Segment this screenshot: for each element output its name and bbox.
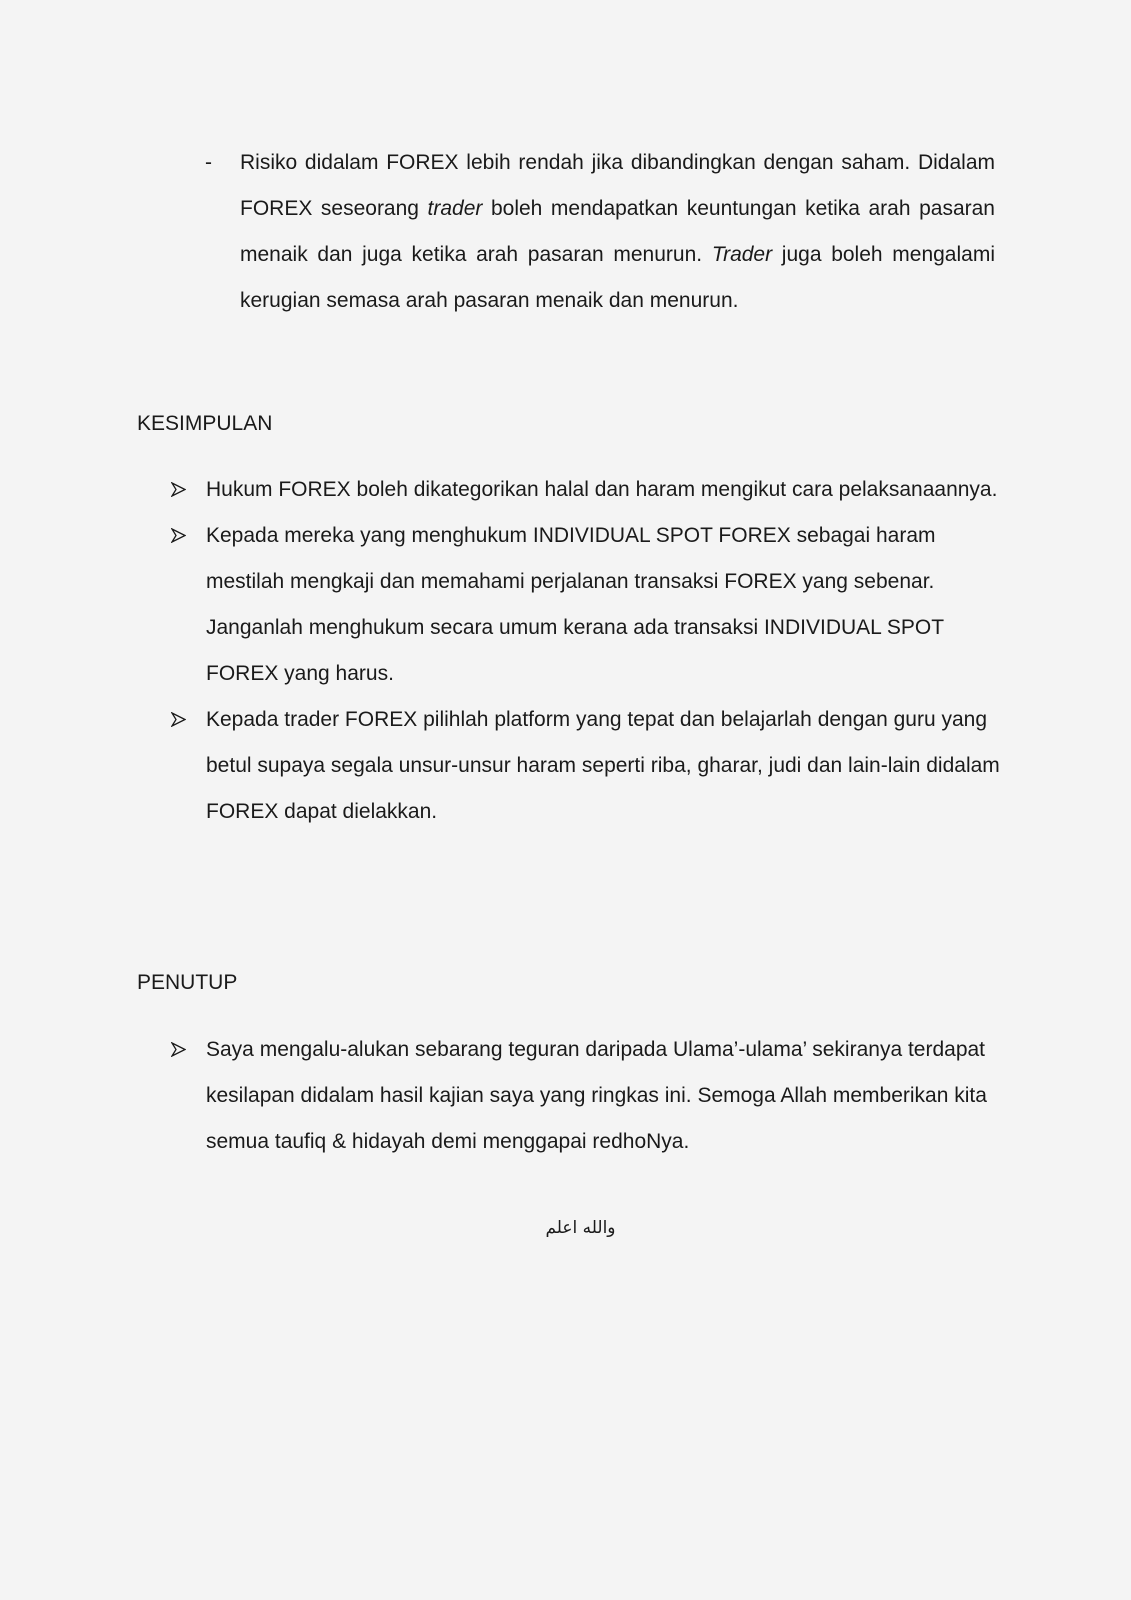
arrowhead-bullet-icon xyxy=(170,1027,188,1073)
list-item-text: Hukum FOREX boleh dikategorikan halal dan haram mengikut cara pelaksanaannya. xyxy=(206,478,998,501)
list-item-text: Kepada mereka yang menghukum INDIVIDUAL SPOT FOREX sebagai haram mestilah mengkaji dan memahami perjalanan transaksi FOREX yang sebenar. Janganlah menghukum secara umum kerana ada transaksi INDIVIDUAL SPOT FOREX yang harus. xyxy=(206,524,944,685)
list-item-text: Kepada trader FOREX pilihlah platform yang tepat dan belajarlah dengan guru yang betul supaya segala unsur-unsur haram seperti riba, gharar, judi dan lain-lain didalam FOREX dapat dielakkan. xyxy=(206,708,1000,823)
section-heading-kesimpulan: KESIMPULAN xyxy=(137,412,273,435)
penutup-list xyxy=(170,1027,1000,1165)
intro-paragraph xyxy=(240,140,995,324)
closing-arabic-phrase xyxy=(0,1218,1131,1238)
intro-text-2-italic: trader xyxy=(427,197,483,220)
closing-text: والله اعلم xyxy=(545,1218,616,1238)
section-heading-penutup: PENUTUP xyxy=(137,971,238,994)
intro-text-3: boleh mendapatkan keuntungan ketika arah pasaran menaik dan juga ketika arah pasaran menurun. xyxy=(240,197,995,266)
intro-text-1: Risiko didalam FOREX lebih rendah jika dibandingkan dengan saham. Didalam FOREX seseorang xyxy=(240,151,995,220)
list-item xyxy=(170,513,1000,697)
kesimpulan-list xyxy=(170,467,1000,835)
intro-text-4-italic: Trader xyxy=(711,243,773,266)
list-item xyxy=(170,467,1000,513)
arrowhead-bullet-icon xyxy=(170,697,188,743)
arrowhead-bullet-icon xyxy=(170,513,188,559)
intro-bullet xyxy=(205,140,995,324)
dash-marker: - xyxy=(205,151,212,174)
intro-text-5: juga boleh mengalami kerugian semasa arah pasaran menaik dan menurun. xyxy=(240,243,995,312)
arrowhead-bullet-icon xyxy=(170,467,188,513)
list-item-text: Saya mengalu-alukan sebarang teguran daripada Ulama’-ulama’ sekiranya terdapat kesilapan didalam hasil kajian saya yang ringkas ini. Semoga Allah memberikan kita semua taufiq & hidayah demi menggapai redhoNya. xyxy=(206,1038,987,1153)
list-item xyxy=(170,1027,1000,1165)
list-item xyxy=(170,697,1000,835)
